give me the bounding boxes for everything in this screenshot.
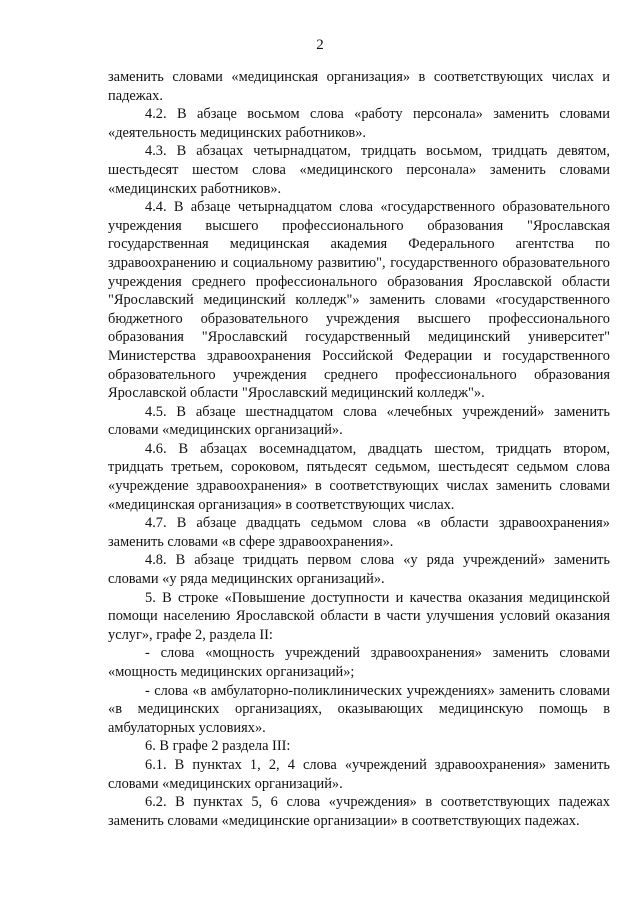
paragraph-4-3: 4.3. В абзацах четырнадцатом, тридцать восьмом, тридцать девятом, шестьдесят шестом слова «медицинского персонала» заменить словами «медицинских работников».	[108, 143, 610, 197]
paragraph-4-6: 4.6. В абзацах восемнадцатом, двадцать шестом, тридцать втором, тридцать третьем, сороковом, пятьдесят седьмом, шестьдесят седьмом слова «учреждение здравоохранения» в соответствующих числах заменить словами «медицинская организация» в соответствующих числах.	[108, 440, 610, 513]
paragraph-4-2: 4.2. В абзаце восьмом слова «работу персонала» заменить словами «деятельность медицинских работников».	[108, 106, 610, 141]
paragraph-5-item-2: - слова «в амбулаторно-поликлинических учреждениях» заменить словами «в медицинских организациях, оказывающих медицинскую помощь в амбулаторных условиях».	[108, 682, 610, 736]
paragraph-5-item-1: - слова «мощность учреждений здравоохранения» заменить словами «мощность медицинских организаций»;	[108, 645, 610, 680]
paragraph-4-8: 4.8. В абзаце тридцать первом слова «у ряда учреждений» заменить словами «у ряда медицинских организаций».	[108, 552, 610, 588]
document-body	[108, 68, 610, 830]
paragraph-4-5: 4.5. В абзаце шестнадцатом слова «лечебных учреждений» заменить словами «медицинских организаций».	[108, 403, 610, 439]
paragraph-6-1: 6.1. В пунктах 1, 2, 4 слова «учреждений здравоохранения» заменить словами «медицинских организаций».	[108, 756, 610, 792]
paragraph-continuation: заменить словами «медицинская организация» в соответствующих числах и падежах.	[108, 69, 610, 104]
paragraph-4-4: 4.4. В абзаце четырнадцатом слова «государственного образовательного учреждения высшего профессионального образования "Ярославская государственная медицинская академия Федерального агентства по здравоохранению и социальному развитию", государственного образовательного учреждения среднего профессионального образования Ярославской области "Ярославский медицинский колледж"» заменить словами «государственного бюджетного образовательного учреждения высшего профессионального образования "Ярославский государственный медицинский университет" Министерства здравоохранения Российской Федерации и государственного образовательного учреждения среднего профессионального образования Ярославской области "Ярославский медицинский колледж"».	[108, 199, 610, 402]
paragraph-4-7: 4.7. В абзаце двадцать седьмом слова «в области здравоохранения» заменить словами «в сфере здравоохранения».	[108, 515, 610, 550]
paragraph-6-2: 6.2. В пунктах 5, 6 слова «учреждения» в соответствующих падежах заменить словами «медицинские организации» в соответствующих падежах.	[108, 794, 610, 829]
paragraph-6: 6. В графе 2 раздела III:	[145, 738, 291, 755]
page-number: 2	[316, 37, 324, 53]
paragraph-5: 5. В строке «Повышение доступности и качества оказания медицинской помощи населению Ярославской области в части улучшения условий оказания услуг», графе 2, раздела II:	[108, 589, 610, 643]
